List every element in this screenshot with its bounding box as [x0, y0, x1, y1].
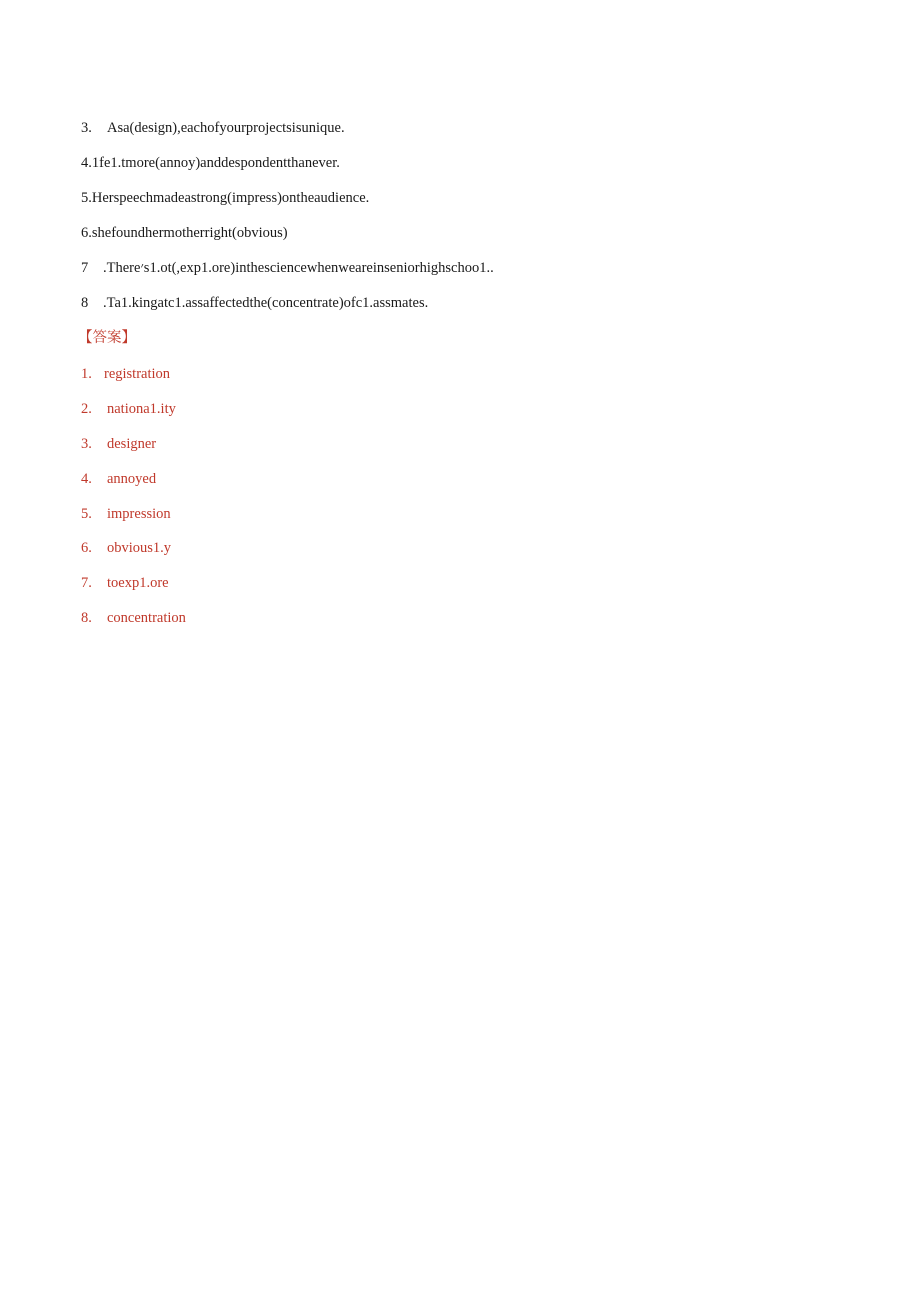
answer-number: 8. — [81, 610, 92, 626]
answer-7 — [81, 574, 169, 592]
answer-text: concentration — [107, 610, 186, 626]
answers-heading: 【答案】 — [78, 330, 136, 346]
answer-6 — [81, 539, 171, 557]
answer-8 — [81, 609, 186, 627]
question-6 — [81, 224, 288, 242]
question-7 — [81, 259, 494, 277]
question-number: 8 — [81, 295, 89, 311]
question-8 — [81, 294, 428, 312]
answer-text: designer — [107, 436, 157, 452]
answer-text: obvious1.y — [107, 540, 172, 556]
question-number: 7 — [81, 260, 89, 276]
answer-text: annoyed — [107, 471, 157, 487]
answer-text: nationa1.ity — [107, 401, 176, 417]
answer-number: 3. — [81, 436, 92, 452]
answer-5 — [81, 505, 171, 523]
answer-text: registration — [104, 366, 171, 382]
answer-number: 5. — [81, 506, 92, 522]
question-number: 3. — [81, 120, 92, 136]
answer-4 — [81, 470, 156, 488]
question-text: .Ta1.kingatc1.assaffectedthe(concentrate)ofc1.assmates. — [103, 295, 429, 311]
answer-number: 4. — [81, 471, 92, 487]
answer-number: 2. — [81, 401, 92, 417]
question-3 — [81, 119, 345, 137]
question-5 — [81, 189, 369, 207]
answer-3 — [81, 435, 156, 453]
answer-text: toexp1.ore — [107, 575, 169, 591]
answer-number: 7. — [81, 575, 92, 591]
question-text: .There׳s1.ot(,exp1.ore)inthesciencewhenweareinseniorhighschoo1.. — [103, 260, 494, 276]
question-text: 4.1fe1.tmore(annoy)anddespondentthanever. — [81, 155, 340, 171]
answer-2 — [81, 400, 176, 418]
answer-text: impression — [107, 506, 171, 522]
answer-number: 6. — [81, 540, 92, 556]
question-4 — [81, 154, 340, 172]
answer-number: 1. — [81, 366, 92, 382]
question-text: 5.Herspeechmadeastrong(impress)ontheaudience. — [81, 190, 370, 206]
question-text: 6.shefoundhermotherright(obvious) — [81, 225, 288, 241]
answer-1 — [81, 365, 170, 383]
question-text: Asa(design),eachofyourprojectsisunique. — [107, 120, 345, 136]
